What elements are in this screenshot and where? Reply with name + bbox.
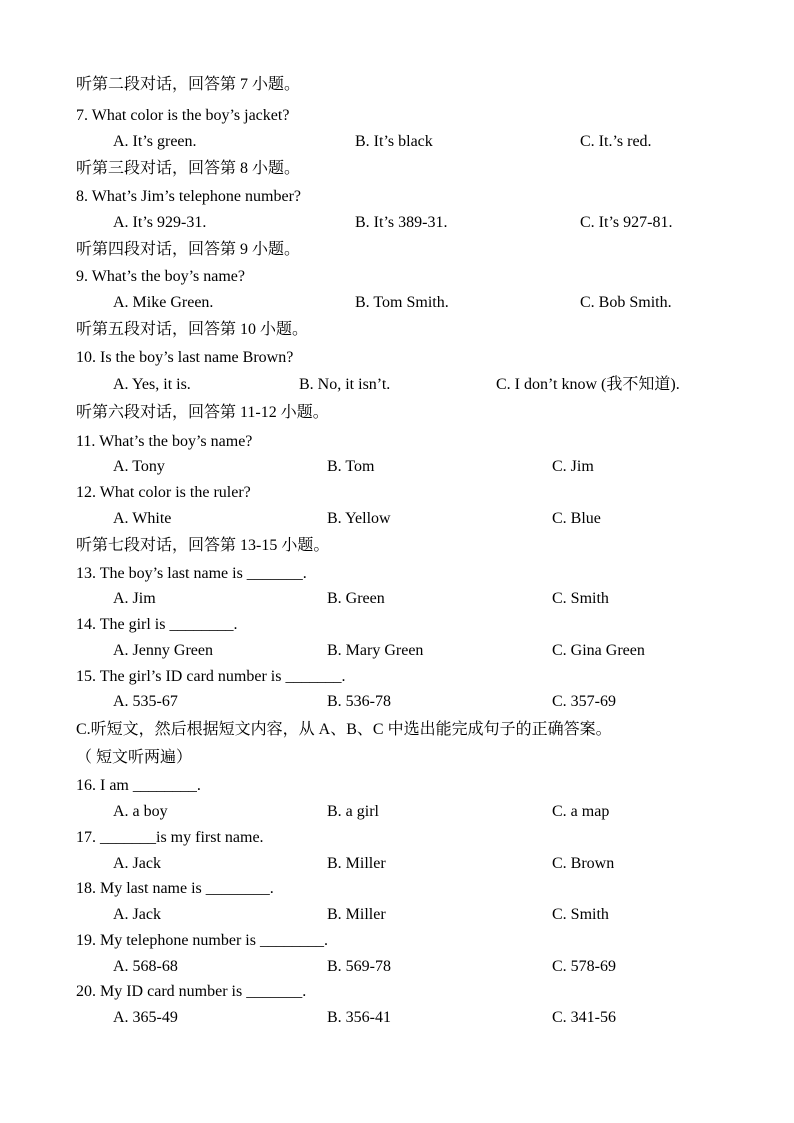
answer-option: A. It’s 929-31. <box>113 214 207 231</box>
answer-option: B. 569-78 <box>327 958 391 975</box>
section-instruction: 听第七段对话，回答第 13-15 小题。 <box>76 537 330 554</box>
answer-option: B. Tom <box>327 458 375 475</box>
answer-option: B. It’s 389-31. <box>355 214 448 231</box>
question-text: 19. My telephone number is ________. <box>76 932 328 949</box>
answer-options-row <box>0 957 794 977</box>
answer-option: C. Blue <box>552 510 601 527</box>
answer-option: B. Green <box>327 590 385 607</box>
answer-options-row <box>0 132 794 152</box>
answer-options-row <box>0 213 794 233</box>
question-text: 16. I am ________. <box>76 777 201 794</box>
answer-options-row <box>0 509 794 529</box>
answer-options-row <box>0 457 794 477</box>
answer-option: A. Jenny Green <box>113 642 213 659</box>
answer-options-row <box>0 641 794 661</box>
answer-options-row <box>0 905 794 925</box>
answer-option: A. Tony <box>113 458 165 475</box>
answer-option: C. 357-69 <box>552 693 616 710</box>
question-text: 7. What color is the boy’s jacket? <box>76 107 290 124</box>
answer-options-row <box>0 293 794 313</box>
answer-option: A. Jack <box>113 855 161 872</box>
answer-option: B. It’s black <box>355 133 433 150</box>
answer-option: C. Smith <box>552 906 609 923</box>
answer-option: C. 578-69 <box>552 958 616 975</box>
question-text: 9. What’s the boy’s name? <box>76 268 245 285</box>
question-text: 17. _______is my first name. <box>76 829 264 846</box>
question-text: 10. Is the boy’s last name Brown? <box>76 349 294 366</box>
answer-option: A. It’s green. <box>113 133 197 150</box>
answer-option: C. Gina Green <box>552 642 645 659</box>
question-text: 20. My ID card number is _______. <box>76 983 307 1000</box>
answer-option: C. Brown <box>552 855 615 872</box>
answer-option: A. White <box>113 510 172 527</box>
section-instruction: （ 短文听两遍） <box>76 749 193 766</box>
question-text: 14. The girl is ________. <box>76 616 238 633</box>
answer-option: A. 535-67 <box>113 693 178 710</box>
answer-options-row <box>0 589 794 609</box>
question-text: 13. The boy’s last name is _______. <box>76 565 307 582</box>
answer-options-row <box>0 854 794 874</box>
answer-option: A. 568-68 <box>113 958 178 975</box>
answer-option: C. a map <box>552 803 610 820</box>
answer-option: B. Yellow <box>327 510 391 527</box>
answer-option: C. I don’t know (我不知道). <box>496 376 680 393</box>
answer-option: A. 365-49 <box>113 1009 178 1026</box>
answer-option: B. Tom Smith. <box>355 294 449 311</box>
answer-option: C. It’s 927-81. <box>580 214 673 231</box>
answer-option: C. 341-56 <box>552 1009 616 1026</box>
question-text: 8. What’s Jim’s telephone number? <box>76 188 301 205</box>
answer-options-row <box>0 802 794 822</box>
answer-option: B. Mary Green <box>327 642 424 659</box>
answer-option: A. Jim <box>113 590 156 607</box>
question-text: 11. What’s the boy’s name? <box>76 433 253 450</box>
section-instruction: 听第六段对话，回答第 11-12 小题。 <box>76 404 329 421</box>
answer-option: C. Smith <box>552 590 609 607</box>
answer-option: B. a girl <box>327 803 379 820</box>
answer-option: B. 536-78 <box>327 693 391 710</box>
answer-option: C. Bob Smith. <box>580 294 672 311</box>
answer-option: A. a boy <box>113 803 168 820</box>
section-instruction: 听第三段对话，回答第 8 小题。 <box>76 160 301 177</box>
answer-option: C. It.’s red. <box>580 133 652 150</box>
section-instruction: 听第四段对话，回答第 9 小题。 <box>76 241 301 258</box>
question-text: 12. What color is the ruler? <box>76 484 251 501</box>
answer-option: A. Yes, it is. <box>113 376 191 393</box>
question-text: 15. The girl’s ID card number is _______. <box>76 668 346 685</box>
answer-option: A. Jack <box>113 906 161 923</box>
answer-options-row <box>0 375 794 395</box>
question-text: 18. My last name is ________. <box>76 880 274 897</box>
section-instruction: C.听短文，然后根据短文内容，从 A、B、C 中选出能完成句子的正确答案。 <box>76 721 612 738</box>
answer-option: C. Jim <box>552 458 594 475</box>
answer-option: B. No, it isn’t. <box>299 376 391 393</box>
answer-option: B. Miller <box>327 906 386 923</box>
answer-options-row <box>0 1008 794 1028</box>
answer-option: B. 356-41 <box>327 1009 391 1026</box>
answer-options-row <box>0 692 794 712</box>
section-instruction: 听第五段对话，回答第 10 小题。 <box>76 321 309 338</box>
answer-option: B. Miller <box>327 855 386 872</box>
section-instruction: 听第二段对话，回答第 7 小题。 <box>76 76 301 93</box>
answer-option: A. Mike Green. <box>113 294 214 311</box>
